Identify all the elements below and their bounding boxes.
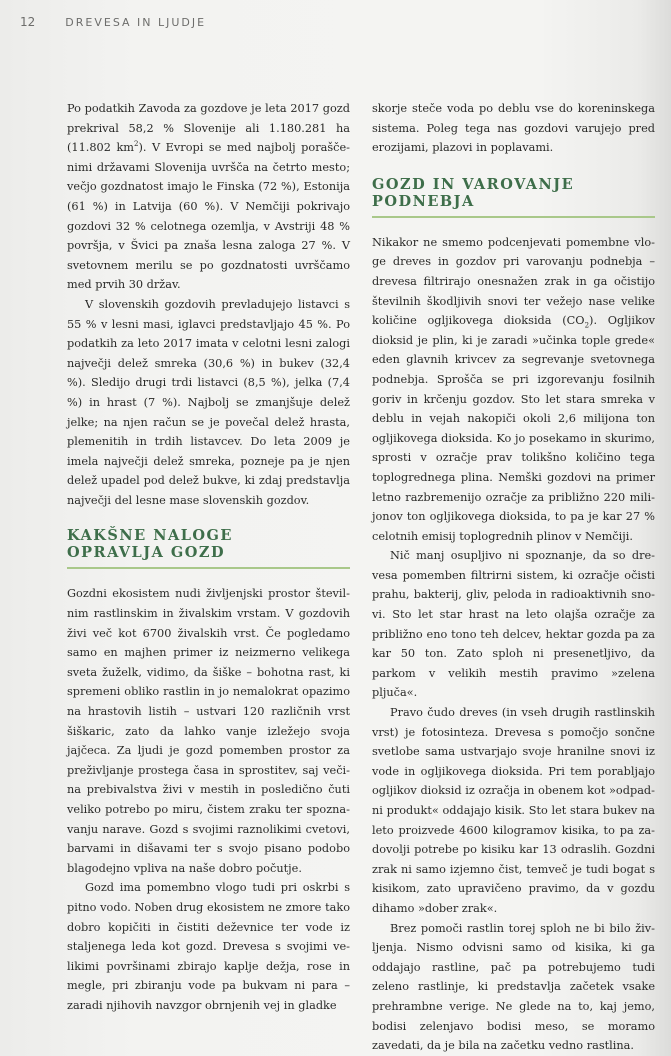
paragraph: Brez pomoči rastlin torej sploh ne bi bilo življenja. Nismo odvisni samo od kisika, ki ga oddajajo rastline, pač pa potrebujemo tudi zeleno rastlinje, ki predstavlja začetek vsake prehrambne verige. Ne glede na to, kaj jemo, bodisi zelenjavo bodisi meso, se moramo zavedati, da je bila na začetku vedno rastlina.: [372, 921, 655, 1053]
paragraph: [67, 99, 350, 295]
paragraph: [372, 233, 655, 547]
paragraph: Pravo čudo dreves (in vseh drugih rastlinskih vrst) je fotosinteza. Drevesa s pomočjo sončne svetlobe sama ustvarjajo svoje hranilne snovi iz vode in ogljikovega dioksida. Pri tem porabljajo ogljikov dioksid iz ozračja in obenem kot »odpadni produkt« oddajajo kisik. Sto let stara bukev na leto proizvede 4600 kilogramov kisika, to pa zadovolji potrebe po kisiku kar 13 odraslih. Gozdni zrak ni samo izjemno čist, temveč je tudi bogat s kisikom, zato upravičeno pravimo, da v gozdu dihamo »dober zrak«.: [372, 706, 655, 915]
paragraph: Gozdni ekosistem nudi življenjski prostor številnim rastlinskim in živalskim vrstam. V gozdovih živi več kot 6700 živalskih vrst. Če pogledamo samo en majhen primer iz neizmerno velikega sveta žuželk, vidimo, da šiške – bohotna rast, ki spremeni obliko rastlin in jo nemalokrat opazimo na hrastovih listih – ustvari 120 različnih vrst šiškaric, zato da lahko vanje izležejo svoja jajčeca. Za ljudi je gozd pomemben prostor za preživljanje prostega časa in sprostitev, saj večina prebivalstva živi v mestih in posledično čuti veliko potrebo po miru, čistem zraku ter spoznavanju narave. Gozd s svojimi raznolikimi cvetovi, barvami in dišavami ter s svojo pisano podobo blagodejno vpliva na naše dobro počutje.: [67, 587, 350, 875]
running-head: [20, 15, 206, 29]
paragraph-text: ). V Evropi se med najbolj poraščenimi državami Slovenija uvršča na četrto mesto; večjo gozdnatost imajo le Finska (72 %), Estonija (61 %) in Latvija (60 %). V Nemčiji pokrivajo gozdovi 32 % celotnega ozemlja, v Avstriji 48 % površja, v Švici pa znaša lesna zaloga 27 %. V svetovnem merilu se po gozdnatosti uvrščamo med prvih 30 držav.: [67, 141, 350, 292]
section-heading-varovanje-podnebja: GOZD IN VAROVANJE PODNEBJA: [372, 176, 655, 218]
section-heading-kaksne-naloge: [67, 527, 350, 569]
paragraph: skorje steče voda po deblu vse do koreninskega sistema. Poleg tega nas gozdovi varujejo pred erozijami, plazovi in poplavami.: [372, 102, 655, 155]
left-column: [67, 99, 350, 1016]
paragraph: Nič manj osupljivo ni spoznanje, da so drevesa pomemben filtrirni sistem, ki ozračje očisti prahu, bakterij, gliv, peloda in radioaktivnih snovi. Sto let star hrast na leto olajša ozračje za približno eno tono teh delcev, hektar gozda pa za kar 50 ton. Zato sploh ni presenetljivo, da parkom v velikih mestih pravimo »zelena pljuča«.: [372, 549, 655, 700]
superscript: 2: [134, 140, 139, 149]
paragraph: Gozd ima pomembno vlogo tudi pri oskrbi s pitno vodo. Noben drug ekosistem ne zmore tako dobro kopičiti in čistiti deževnice ter vode iz staljenega leda kot gozd. Drevesa s svojimi velikimi površinami zbirajo kaplje dežja, rose in megle, pri zbiranju vode pa bukvam ni para – zaradi njihovih navzgor obrnjenih vej in gladke: [67, 881, 350, 1012]
paragraph-text: ). Ogljikov dioksid je plin, ki je zaradi »učinka tople grede« eden glavnih krivcev za segrevanje svetovnega podnebja. Sprošča se pri izgorevanju fosilnih goriv in krčenju gozdov. Sto let stara smreka v deblu in vejah nakopiči okoli 2,6 milijona ton ogljikovega dioksida. Ko jo posekamo in skurimo, sprosti v ozračje prav tolikšno količino tega toplogrednega plina. Nemški gozdovi na primer letno razbremenijo ozračje za približno 220 milijonov ton ogljikovega dioksida, to pa je kar 27 % celotnih emisij toplogrednih plinov v Nemčiji.: [372, 314, 655, 543]
heading-line: OPRAVLJA GOZD: [67, 544, 226, 562]
paragraph-text: Nikakor ne smemo podcenjevati pomembne vloge dreves in gozdov pri varovanju podnebja – drevesa filtrirajo onesnažen zrak in ga očistijo številnih škodljivih snovi ter vežejo nase velike količine ogljikovega dioksida (CO: [372, 235, 655, 328]
running-head-title: DREVESA IN LJUDJE: [65, 16, 207, 29]
heading-line: KAKŠNE NALOGE: [67, 527, 233, 545]
paragraph: V slovenskih gozdovih prevladujejo listavci s 55 % v lesni masi, iglavci predstavljajo 45 %. Po podatkih za leto 2017 imata v celotni lesni zalogi največji delež smreka (30,6 %) in bukev (32,4 %). Sledijo drugi trdi listavci (8,5 %), jelka (7,4 %) in hrast (7 %). Najbolj se zmanjšuje delež jelke; na njen račun se je povečal delež hrasta, plemenitih in trdih listavcev. Do leta 2009 je imela največji delež smreka, pozneje pa je njen delež upadel pod delež bukve, ki zdaj predstavlja največji del lesne mase slovenskih gozdov.: [67, 297, 350, 507]
page-number: 12: [20, 15, 36, 29]
paragraph-text: Po podatkih Zavoda za gozdove je leta 2017 gozd prekrival 58,2 % Slovenije ali 1.180.281 ha (11.802 km: [67, 102, 350, 155]
right-column: [372, 99, 655, 1056]
subscript: 2: [584, 321, 590, 330]
